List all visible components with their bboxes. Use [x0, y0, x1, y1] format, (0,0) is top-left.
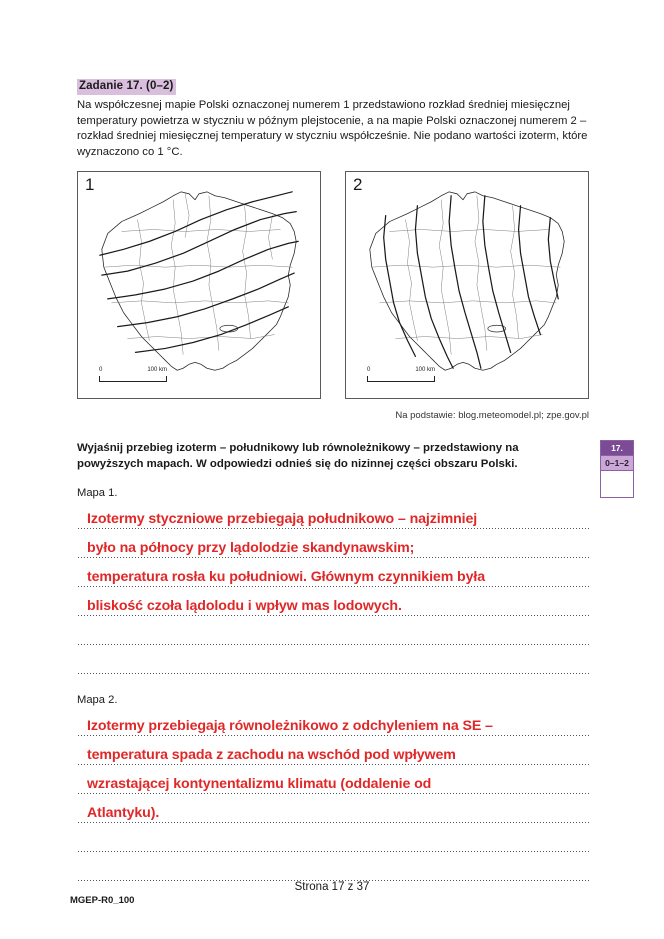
map-2-graphic: [346, 172, 588, 398]
map-2-scalebar: [367, 367, 435, 382]
answer-line[interactable]: [77, 855, 589, 884]
task-intro-text: Na współczesnej mapie Polski oznaczonej numerem 1 przedstawiono rozkład średniej miesięcznej temperatury powietrza w styczniu w późnym plejstocenie, a na mapie Polski oznaczonej numerem 2 – rozkład średniej miesięcznej temperatury w styczniu współcześnie. Nie podano wartości izoterm, które wyznaczono co 1 °C.: [77, 99, 588, 158]
answer-rule: [77, 793, 589, 794]
answer-section-gap: [77, 677, 589, 693]
answer-line[interactable]: [77, 768, 589, 797]
task-header: [77, 76, 589, 160]
map2-answer-label: Mapa 2.: [77, 694, 118, 706]
map1-answer-label: Mapa 1.: [77, 487, 118, 499]
map-panel-1: [77, 171, 321, 399]
answer-rule: [77, 644, 589, 645]
maps-container: [77, 171, 589, 399]
map-2-scale-rule: [367, 376, 435, 382]
map-2-scale-zero: 0: [367, 367, 371, 373]
map-1-graphic: [78, 172, 320, 398]
answer-text: Atlantyku).: [87, 805, 160, 821]
map-1-number: 1: [85, 175, 95, 194]
answer-line[interactable]: [77, 797, 589, 826]
document-code: MGEP-R0_100: [70, 895, 135, 906]
page-number: Strona 17 z 37: [294, 881, 370, 893]
map-1-scale-zero: 0: [99, 367, 103, 373]
score-box: [600, 440, 634, 498]
answer-text: bliskość czoła lądolodu i wpływ mas lodowych.: [87, 598, 402, 614]
answer-rule: [77, 528, 589, 529]
answer-text: było na północy przy lądolodzie skandynawskim;: [87, 540, 415, 556]
answer-rule: [77, 822, 589, 823]
answer-area: [77, 486, 589, 884]
answer-rule: [77, 735, 589, 736]
map-1-scalebar: [99, 367, 167, 382]
map-2-scale-max: 100 km: [415, 367, 435, 373]
answer-text: Izotermy przebiegają równoleżnikowo z odchyleniem na SE –: [87, 718, 493, 734]
answer-rule: [77, 764, 589, 765]
answer-rule: [77, 615, 589, 616]
answer-line[interactable]: [77, 739, 589, 768]
score-task-number: 17.: [601, 441, 633, 456]
answer-rule: [77, 851, 589, 852]
answer-line[interactable]: [77, 532, 589, 561]
map-2-number: 2: [353, 175, 363, 194]
map-panel-2: [345, 171, 589, 399]
answer-rule: [77, 586, 589, 587]
answer-text: wzrastającej kontynentalizmu klimatu (oddalenie od: [87, 776, 432, 792]
answer-line[interactable]: [77, 503, 589, 532]
task-instruction: Wyjaśnij przebieg izoterm – południkowy lub równoleżnikowy – przedstawiony na powyższych mapach. W odpowiedzi odnieś się do nizinnej części obszaru Polski.: [77, 442, 519, 470]
answer-line[interactable]: [77, 619, 589, 648]
answer-line[interactable]: [77, 826, 589, 855]
answer-rule: [77, 673, 589, 674]
task-title: Zadanie 17. (0–2): [77, 79, 176, 95]
score-awarded-field[interactable]: [601, 471, 633, 497]
answer-text: temperatura spada z zachodu na wschód pod wpływem: [87, 747, 456, 763]
map-1-scale-max: 100 km: [147, 367, 167, 373]
map-source-attribution: Na podstawie: blog.meteomodel.pl; zpe.gov.pl: [395, 410, 589, 421]
answer-text: temperatura rosła ku południowi. Głównym czynnikiem była: [87, 569, 486, 585]
answer-line[interactable]: [77, 710, 589, 739]
map-1-scale-rule: [99, 376, 167, 382]
answer-text: Izotermy styczniowe przebiegają południkowo – najzimniej: [87, 511, 478, 527]
answer-line[interactable]: [77, 590, 589, 619]
answer-rule: [77, 557, 589, 558]
score-points-scale: 0–1–2: [601, 456, 633, 471]
answer-line[interactable]: [77, 561, 589, 590]
answer-line[interactable]: [77, 648, 589, 677]
